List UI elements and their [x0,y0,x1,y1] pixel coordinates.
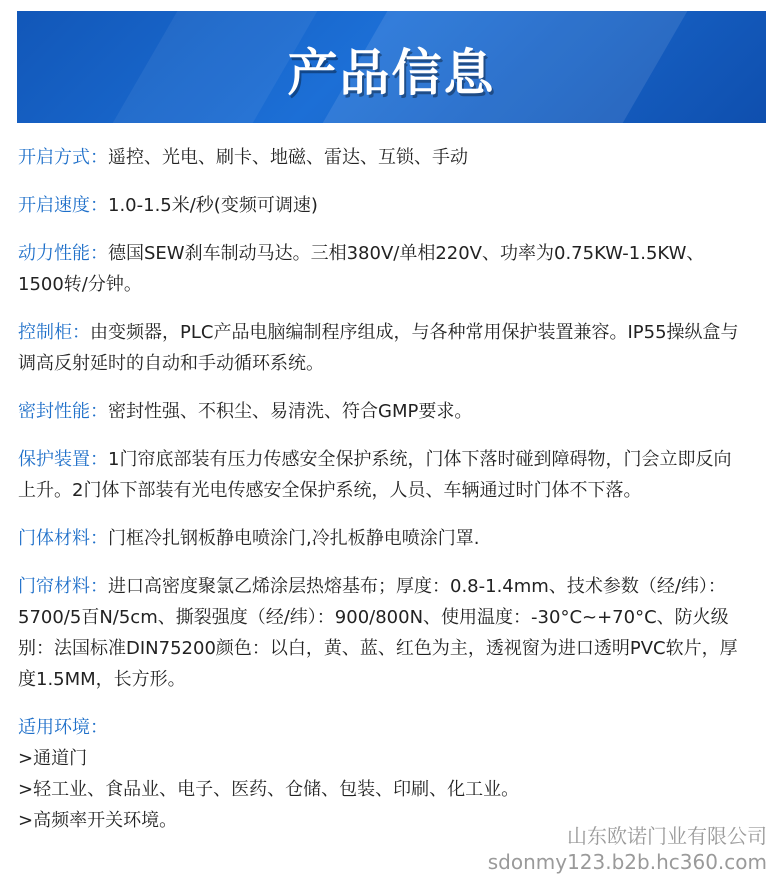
watermark-url: sdonmy123.b2b.hc360.com [487,850,767,874]
environment-line: >通道门 [18,748,88,769]
info-text: 1门帘底部装有压力传感安全保护系统，门体下落时碰到障碍物，门会立即反向上升。2门体下部装有光电传感安全保护系统，人员、车辆通过时门体不下落。 [18,449,732,501]
info-label: 保护装置： [18,449,108,470]
info-text: 德国SEW刹车制动马达。三相380V/单相220V、功率为0.75KW-1.5KW、1500转/分钟。 [18,243,705,295]
info-item-protection [18,444,748,506]
environment-line: >轻工业、食品业、电子、医药、仓储、包装、印刷、化工业。 [18,779,520,800]
info-item-environment [18,712,748,836]
info-item-opening-speed [18,190,748,221]
info-text: 由变频器，PLC产品电脑编制程序组成，与各种常用保护装置兼容。IP55操纵盒与调高反射延时的自动和手动循环系统。 [18,322,739,374]
info-text: 遥控、光电、刷卡、地磁、雷达、互锁、手动 [108,147,468,168]
info-item-power [18,238,748,300]
info-item-control-cabinet [18,317,748,379]
info-text: 门框冷扎钢板静电喷涂门,冷扎板静电喷涂门罩. [108,528,480,549]
info-label: 密封性能： [18,401,108,422]
info-item-curtain-material [18,571,748,695]
environment-line: >高频率开关环境。 [18,810,178,831]
info-label: 控制柜： [18,322,90,343]
info-item-opening-method [18,142,748,173]
info-label: 门帘材料： [18,576,108,597]
info-text: 进口高密度聚氯乙烯涂层热熔基布；厚度：0.8-1.4mm、技术参数（经/纬）：5700/5百N/5cm、撕裂强度（经/纬）：900/800N、使用温度：-30°C~+70°C、防火级别：法国标准DIN75200颜色：以白，黄、蓝、红色为主，透视窗为进口透明PVC软片，厚度1.5MM，长方形。 [18,576,738,690]
info-item-door-material [18,523,748,554]
watermark-company: 山东欧诺门业有限公司 [567,824,767,848]
info-text: 1.0-1.5米/秒(变频可调速) [108,195,318,216]
header-banner [17,11,766,123]
info-label: 开启速度： [18,195,108,216]
page-title: 产品信息 [287,44,496,102]
info-item-sealing [18,396,748,427]
watermark [488,823,767,875]
info-label: 适用环境： [18,717,108,738]
info-text: 密封性强、不积尘、易清洗、符合GMP要求。 [108,401,473,422]
info-label: 门体材料： [18,528,108,549]
info-label: 动力性能： [18,243,108,264]
info-label: 开启方式： [18,147,108,168]
product-info [18,142,748,853]
